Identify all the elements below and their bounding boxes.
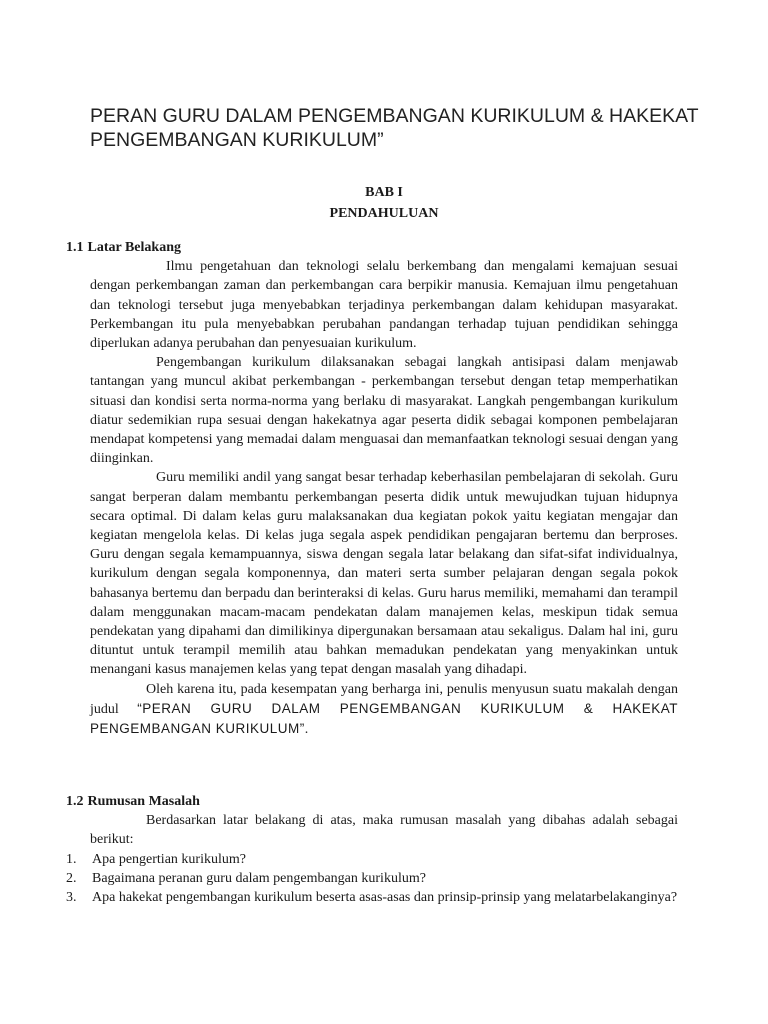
section-latar-belakang <box>66 238 678 739</box>
section-rumusan-masalah <box>66 792 678 907</box>
section-title: Latar Belakang <box>87 240 181 255</box>
question-list <box>66 850 678 908</box>
list-number: 2. <box>66 870 77 886</box>
list-item <box>66 850 678 869</box>
closing-end: . <box>304 722 309 738</box>
section-number: 1.2 <box>66 794 84 809</box>
intro-paragraph: Berdasarkan latar belakang di atas, maka rumusan masalah yang dibahas adalah sebagai berikut: <box>90 813 678 848</box>
section-title: Rumusan Masalah <box>87 794 200 809</box>
chapter-label: BAB I <box>365 185 403 200</box>
list-text: Apa hakekat pengembangan kurikulum beserta asas-asas dan prinsip-prinsip yang melatarbelakanginya? <box>92 890 678 906</box>
list-number: 1. <box>66 851 77 867</box>
section-number: 1.1 <box>66 240 84 255</box>
list-text: Apa pengertian kurikulum? <box>92 851 246 867</box>
list-item <box>66 888 678 907</box>
list-text: Bagaimana peranan guru dalam pengembangan kurikulum? <box>92 870 426 886</box>
section-body <box>66 811 678 849</box>
list-item <box>66 869 678 888</box>
chapter-heading <box>0 182 768 224</box>
list-number: 3. <box>66 890 77 906</box>
paragraph: Guru memiliki andil yang sangat besar terhadap keberhasilan pembelajaran di sekolah. Guru sangat berperan dalam membantu perkembangan peserta didik untuk mewujudkan tujuan hidupnya secara optimal. Di dalam kelas guru malaksanakan dua kegiatan pokok yaitu kegiatan mengajar dan kegiatan mengelola kelas. Di kelas juga segala aspek pendidikan pengajaran bertemu dan berproses. Guru dengan segala kemampuannya, siswa dengan segala latar belakang dan sifat-sifat individualnya, kurikulum dengan segala komponennya, dan materi serta sumber pelajaran dengan segala pokok bahasanya bertemu dan berpadu dan berinteraksi di kelas. Guru harus memiliki, memahami dan terampil dalam menggunakan macam-macam pendekatan dalam manajemen kelas, meskipun tidak semua pendekatan yang dipahami dan dimilikinya dipergunakan bersamaan atau sekaligus. Dalam hal ini, guru dituntut untuk terampil memilih atau bahkan memadukan pendekatan yang menyakinkan untuk menangani kasus manajemen kelas yang tepat dengan masalah yang dihadapi. <box>90 470 678 678</box>
section-body <box>66 257 678 739</box>
chapter-title: PENDAHULUAN <box>329 206 439 221</box>
document-title: PERAN GURU DALAM PENGEMBANGAN KURIKULUM & HAKEKAT PENGEMBANGAN KURIKULUM” <box>90 105 699 151</box>
section-heading <box>66 792 678 811</box>
paper-title-quote: “PERAN GURU DALAM PENGEMBANGAN KURIKULUM & HAKEKAT PENGEMBANGAN KURIKULUM” <box>90 700 678 737</box>
section-heading <box>66 238 678 257</box>
paragraph: Pengembangan kurikulum dilaksanakan sebagai langkah antisipasi dalam menjawab tantangan yang muncul akibat perkembangan - perkembangan tersebut dengan tetap memperhatikan situasi dan kondisi serta norma-norma yang berlaku di masyarakat. Langkah pengembangan kurikulum diatur sedemikian rupa sesuai dengan hakekatnya agar peserta didik sebagai komponen pembelajaran mendapat kompetensi yang memadai dalam menguasai dan memanfaatkan teknologi sesuai dengan yang diinginkan. <box>90 355 678 467</box>
closing-paragraph <box>90 680 678 740</box>
paragraph: Ilmu pengetahuan dan teknologi selalu berkembang dan mengalami kemajuan sesuai dengan perkembangan zaman dan perkembangan cara berpikir manusia. Kemajuan ilmu pengetahuan dan teknologi tersebut juga menyebabkan terjadinya perkembangan dalam kehidupan masyarakat. Perkembangan itu pula menyebabkan perubahan pandangan terhadap tujuan pendidikan sehingga diperlukan adanya perubahan dan penyesuaian kurikulum. <box>90 259 678 352</box>
closing-text: Oleh karena itu, pada kesempatan yang berharga ini, penulis menyusun suatu makalah dengan judul <box>90 681 678 717</box>
